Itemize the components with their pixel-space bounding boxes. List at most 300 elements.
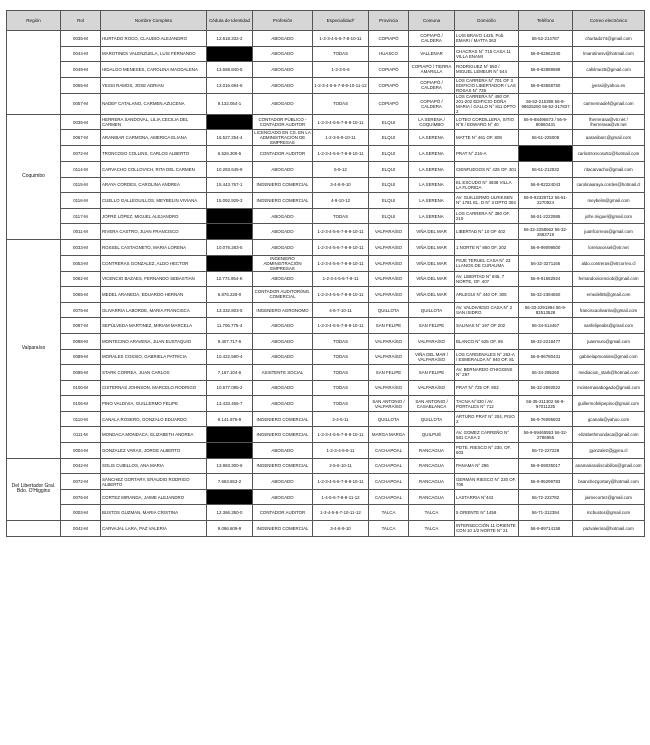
email-cell: meybelin@gmail.com	[573, 193, 645, 209]
name-cell: YESSI RAMOS, JOSE ADRIAN	[101, 77, 207, 93]
table-row	[7, 318, 645, 334]
specialty-cell: TODAS	[313, 365, 369, 381]
rol-cell: 0095-M	[61, 365, 101, 381]
profession-cell: ABOGADO	[253, 474, 313, 490]
commune-cell: QUILLOTA	[409, 302, 455, 318]
province-cell: ELQUI	[369, 193, 409, 209]
phone-cell: 56-32-3271165	[519, 255, 573, 271]
id-cell: 15.092.929-3	[207, 193, 253, 209]
specialty-cell: 1-2-3-4-5-8-11	[313, 443, 369, 459]
table-row	[7, 146, 645, 162]
province-cell: ELQUI	[369, 161, 409, 177]
id-cell: 10.076.283-5	[207, 239, 253, 255]
province-cell: COPIAPÓ	[369, 31, 409, 47]
header-rol: Rol	[61, 11, 101, 31]
name-cell: CANALA ROSERO, GONZALO EDUARDO	[101, 411, 207, 427]
rol-cell: 0072-M	[61, 146, 101, 162]
profession-cell: CONTADOR PÚBLICO - CONTADOR AUDITOR	[253, 114, 313, 130]
table-row	[7, 271, 645, 287]
email-cell: franciscaolivarria@gmail.com	[573, 302, 645, 318]
profession-cell: ABOGADO	[253, 318, 313, 334]
email-cell: lorenarossel@vtr.net	[573, 239, 645, 255]
province-cell: ELQUI	[369, 114, 409, 130]
name-cell: BUSTOS GUZMAN, MARIA CRISTINA	[101, 505, 207, 521]
profession-cell: INGENIERO COMERCIAL	[253, 193, 313, 209]
commune-cell: SAN ANTONIO / CASABLANCA	[409, 396, 455, 412]
name-cell: PINO VALDIVIA, GUILLERMO FELIPE	[101, 396, 207, 412]
name-cell: MAROTINES VALENZUELA, LUIS FERNANDO	[101, 46, 207, 62]
profession-cell: ABOGADO	[253, 161, 313, 177]
specialty-cell: 1-2-3-4-5-6-7-8-9-10-11	[313, 255, 369, 271]
email-cell: jgonzalez@jgyea.cl	[573, 443, 645, 459]
rol-cell: 0076-M	[61, 489, 101, 505]
rol-cell: 0075-M	[61, 302, 101, 318]
table-row	[7, 177, 645, 193]
phone-cell: 56-33-2291994 56-9-82513528	[519, 302, 573, 318]
rol-cell: 0035-M	[61, 31, 101, 47]
redacted-block	[207, 208, 253, 224]
id-cell: 10.283.645-9	[207, 161, 253, 177]
commune-cell: LA SERENA	[409, 161, 455, 177]
specialty-cell: 4-9-10-12	[313, 193, 369, 209]
email-cell: jaimecortez@gmail.com	[573, 489, 645, 505]
table-row	[7, 114, 645, 130]
table-row	[7, 239, 645, 255]
header-domicilio: Domicilio	[455, 11, 519, 31]
table-row	[7, 62, 645, 78]
specialty-cell: 3-4-8-9-10	[313, 177, 369, 193]
email-cell: lherrerasa@vtr.net / lherrerasa@vtr.net	[573, 114, 645, 130]
commune-cell: LA SERENA	[409, 177, 455, 193]
rol-cell: 0042-M	[61, 521, 101, 537]
address-cell: LOS CARDENALES N° 262-A / ESMERALDA N° 940 OF. 81	[455, 349, 519, 365]
id-cell: 6.526.309-5	[207, 146, 253, 162]
commune-cell: VIÑA DEL MAR	[409, 239, 455, 255]
specialty-cell: 1-3-4-5-6-7-10-11-12	[313, 505, 369, 521]
id-cell: 13.332.803-5	[207, 302, 253, 318]
address-cell: EL ESCUDO N° 4938 VILLA LA FLORIDA	[455, 177, 519, 193]
id-cell: 15.443.767-1	[207, 177, 253, 193]
email-cell: anamariasoliscubillos@gmail.com	[573, 458, 645, 474]
name-cell: HIDALGO MENESES, CAROLINA MAGDALENA	[101, 62, 207, 78]
specialty-cell: 4-6-7-10-11	[313, 302, 369, 318]
address-cell: CIENFUEGOS N° 425 OF. 301	[455, 161, 519, 177]
phone-cell: 56-32-2218477	[519, 333, 573, 349]
province-cell: VALPARAÍSO	[369, 349, 409, 365]
profession-cell: ABOGADO	[253, 77, 313, 93]
province-cell: MARGA MARGA	[369, 427, 409, 443]
table-row	[7, 411, 645, 427]
redacted-block	[207, 46, 253, 62]
address-cell: LASTARRIA N°442	[455, 489, 519, 505]
specialty-cell: 1-2-3-4-5-6-7-8-9-10-11	[313, 114, 369, 130]
specialty-cell: 1-4-5-6-7-8-9-11-12	[313, 489, 369, 505]
id-cell: 12.366.350-0	[207, 505, 253, 521]
header-cedula: Cédula de Identidad	[207, 11, 253, 31]
phone-cell: 56-9-96780431	[519, 349, 573, 365]
profession-cell: INGENIERO COMERCIAL	[253, 458, 313, 474]
table-row	[7, 427, 645, 443]
email-cell: carmennadef@gmail.com	[573, 93, 645, 114]
address-cell: AV. GUILLERMO ULRIKSEN N° 1781 EL. D N° 3 DPTO 304	[455, 193, 519, 209]
address-cell: AV. VALDIVIESO CASA N° 2 SAN ISIDRO	[455, 302, 519, 318]
rol-cell: 0116-M	[61, 193, 101, 209]
table-row	[7, 474, 645, 490]
phone-cell: 56-34-514467	[519, 318, 573, 334]
email-cell: carolinaaraya.cordes@hotmail.cl	[573, 177, 645, 193]
profession-cell: ABOGADO	[253, 31, 313, 47]
region-cell	[7, 521, 61, 537]
table-row	[7, 77, 645, 93]
specialty-cell: 2-4-5-11	[313, 411, 369, 427]
name-cell: TRONCOSO COLLINS, CARLOS ALBERTO	[101, 146, 207, 162]
address-cell: 1 NORTE N° 860 OF. 202	[455, 239, 519, 255]
name-cell: ROSSEL CASTAGNETO, MARIA LORENA	[101, 239, 207, 255]
specialty-cell: 1-2-3-5-6	[313, 62, 369, 78]
profession-cell: ABOGADO	[253, 208, 313, 224]
profession-cell: INGENIERO ADMINISTRACIÓN EMPRESAS	[253, 255, 313, 271]
province-cell: COPIAPÓ	[369, 77, 409, 93]
specialty-cell: TODAS	[313, 380, 369, 396]
email-cell: cahilme25@gmail.com	[573, 62, 645, 78]
email-cell: bsanchezgortary@hotmail.com	[573, 474, 645, 490]
commune-cell: LA SERENA	[409, 193, 455, 209]
province-cell: SAN FELIPE	[369, 365, 409, 381]
address-cell: ARTURO PRAT N° 204, PISO 2	[455, 411, 519, 427]
specialty-cell: 5-9-12	[313, 161, 369, 177]
profession-cell: CONTADOR AUDITOR	[253, 505, 313, 521]
address-cell: LOTEO CORDILLERA, SITIO N°8 / EDWARD N° 40	[455, 114, 519, 130]
specialty-cell: TODAS	[313, 396, 369, 412]
email-cell: lmarotinesv@hotmail.com	[573, 46, 645, 62]
profession-cell: ABOGADO	[253, 489, 313, 505]
redacted-block	[207, 427, 253, 443]
table-row	[7, 458, 645, 474]
table-row	[7, 224, 645, 240]
profession-cell: ABOGADO	[253, 396, 313, 412]
header-especialidad: Especialidad*	[313, 11, 369, 31]
email-cell: jyessi@yahoo.es	[573, 77, 645, 93]
table-row	[7, 333, 645, 349]
email-cell: ritacarvacho@gmail.com	[573, 161, 645, 177]
specialty-cell: 1-2-3-4-5-6-7-8-9-10-11	[313, 318, 369, 334]
email-cell: emedel55@gmail.com	[573, 287, 645, 303]
phone-cell: 56-9-91682924	[519, 271, 573, 287]
redacted-block	[519, 146, 573, 162]
rol-cell: 0089-M	[61, 349, 101, 365]
address-cell: GERMÁN RIESCO N° 230 OF. 706	[455, 474, 519, 490]
id-cell: 12.618.332-2	[207, 31, 253, 47]
id-cell: 7.663.653-2	[207, 474, 253, 490]
province-cell: VALPARAÍSO	[369, 224, 409, 240]
region-cell: Del Libertador Gral. Bdo. O'Higgins	[7, 458, 61, 520]
email-cell: fernandovicenciob@gmail.com	[573, 271, 645, 287]
commune-cell: SAN FELIPE	[409, 365, 455, 381]
profession-cell: CONTADOR AUDITOR	[253, 146, 313, 162]
name-cell: VICENCIO BAZAES, FERNANDO SEBASTIAN	[101, 271, 207, 287]
phone-cell: 56-51-2222985	[519, 208, 573, 224]
table-row	[7, 255, 645, 271]
province-cell: QUILLOTA	[369, 411, 409, 427]
table-body	[7, 31, 645, 537]
email-cell: juanmuro@gmail.com	[573, 333, 645, 349]
address-cell: RODRIGUEZ N° 550 / MIGUEL LEMEUR N° 544	[455, 62, 519, 78]
specialty-cell: 2-5-6-10-11	[313, 458, 369, 474]
specialty-cell: 1-2-3-4-5-6-7-8-9-10-11	[313, 427, 369, 443]
province-cell: QUILLOTA	[369, 302, 409, 318]
rol-cell: 0033-M	[61, 239, 101, 255]
phone-cell: 56-32-2258562 56-32-2883719	[519, 224, 573, 240]
name-cell: STARK CORREA, JUAN CARLOS	[101, 365, 207, 381]
rol-cell: 0053-M	[61, 255, 101, 271]
province-cell: SAN FELIPE	[369, 318, 409, 334]
profession-cell: ABOGADO	[253, 333, 313, 349]
address-cell: LOS CARRERA N° 701 OF 3 EDIFICIO LIBERTADOR / LAS ROSAS N° 735	[455, 77, 519, 93]
address-cell: LOS CARRERA N° 490 OF. 201-202 EDIFICIO DOÑA MARIA / GALLO N° 811 DPTO 2	[455, 93, 519, 114]
email-cell: gabrielapmorales@gmail.com	[573, 349, 645, 365]
address-cell: AV. GOMEZ CARREÑO N° 581 CASA 2	[455, 427, 519, 443]
address-cell: AV. LIBERTAD N° 845, 7 NORTE, OF. 407	[455, 271, 519, 287]
commune-cell: LA SERENA	[409, 208, 455, 224]
commune-cell: SAN FELIPE	[409, 318, 455, 334]
mediators-table	[6, 10, 645, 537]
name-cell: GONZALEZ VARAS, JORGE ALBERTO	[101, 443, 207, 459]
phone-cell: 56-9-88496673 / 56-9-80860431	[519, 114, 573, 130]
id-cell: 16.527.254-4	[207, 130, 253, 146]
address-cell: PSJE TERUEL CASA N° 23 LLANOS DE CURAUMA	[455, 255, 519, 271]
address-cell: LIBERTAD N° 10 OF 402	[455, 224, 519, 240]
rol-cell: 0115-M	[61, 177, 101, 193]
table-row	[7, 365, 645, 381]
name-cell: NADEF CATALANO, CARMEN AZUCENA	[101, 93, 207, 114]
phone-cell: 56-51-225008	[519, 130, 573, 146]
email-cell: sanfelipeabs@gmail.com	[573, 318, 645, 334]
name-cell: ARAYA CORDES, CAROLINA ANDREA	[101, 177, 207, 193]
rol-cell: 0110-M	[61, 411, 101, 427]
name-cell: SEPÚLVEDA MARTINEZ, MIRIAM MARCELA	[101, 318, 207, 334]
phone-cell: 56-9-76095503	[519, 411, 573, 427]
id-cell: 13.698.840-5	[207, 62, 253, 78]
phone-cell: 56-9-92329712 56-51-2270924	[519, 193, 573, 209]
name-cell: MONTECINO ARAVENA, JUAN EUSTAQUIO	[101, 333, 207, 349]
province-cell: SAN ANTONIO / VALPARAÍSO	[369, 396, 409, 412]
region-cell	[7, 31, 61, 115]
table-row	[7, 130, 645, 146]
commune-cell: VALLENAR	[409, 46, 455, 62]
redacted-block	[207, 255, 253, 271]
id-cell: 13.983.300-6	[207, 458, 253, 474]
profession-cell: INGENIERO AGRONOMO	[253, 302, 313, 318]
table-row	[7, 489, 645, 505]
rol-cell: 0004-M	[61, 443, 101, 459]
address-cell: PRAT N° 216-A	[455, 146, 519, 162]
profession-cell: INGENIERO COMERCIAL	[253, 177, 313, 193]
address-cell: AV. BERNARDO O'HIGGINS N° 297	[455, 365, 519, 381]
rol-cell: 0065-M	[61, 287, 101, 303]
name-cell: RIVERA CASTRO, JUAN FRANCISCO	[101, 224, 207, 240]
commune-cell: COPIAPÓ / TIERRA AMARILLA	[409, 62, 455, 78]
redacted-block	[207, 443, 253, 459]
rol-cell: 0114-M	[61, 161, 101, 177]
id-cell: 11.706.775-4	[207, 318, 253, 334]
rol-cell: 0072-M	[61, 474, 101, 490]
commune-cell: RANCAGUA	[409, 474, 455, 490]
profession-cell: ABOGADO	[253, 271, 313, 287]
province-cell: CACHAPOAL	[369, 443, 409, 459]
phone-cell: 56-34-295260	[519, 365, 573, 381]
commune-cell: TALCA	[409, 521, 455, 537]
address-cell: 5 ORIENTE N° 1459	[455, 505, 519, 521]
name-cell: SÁNCHEZ GORTARY, ERAUDIO RODRIGO ALBERTO	[101, 474, 207, 490]
header-region: Región	[7, 11, 61, 31]
redacted-block	[207, 224, 253, 240]
commune-cell: RANCAGUA	[409, 458, 455, 474]
phone-cell: 56-32-2394650	[519, 287, 573, 303]
province-cell: VALPARAÍSO	[369, 271, 409, 287]
table-row	[7, 31, 645, 47]
province-cell: VALPARAÍSO	[369, 287, 409, 303]
rol-cell: 0087-M	[61, 318, 101, 334]
table-row	[7, 505, 645, 521]
specialty-cell: 1-2-3-4-5-6-7-8-9-10-11	[313, 224, 369, 240]
table-row	[7, 193, 645, 209]
email-cell: gcanala@yahoo.com	[573, 411, 645, 427]
address-cell: LOS CARRERA N° 380 OF. 210	[455, 208, 519, 224]
phone-cell: 56-71-312394	[519, 505, 573, 521]
commune-cell: LA SERENA	[409, 146, 455, 162]
province-cell: ELQUI	[369, 146, 409, 162]
specialty-cell: 1-2-3-4-5-6-7-8-9-10-11-12	[313, 77, 369, 93]
phone-cell: 56-9-59035017	[519, 458, 573, 474]
redacted-block	[207, 114, 253, 130]
header-telefono: Teléfono	[519, 11, 573, 31]
name-cell: HERRERA SANDOVAL, LILIA CECILIA DEL CARMEN	[101, 114, 207, 130]
header-correo: Correo electrónico	[573, 11, 645, 31]
table-row	[7, 380, 645, 396]
rol-cell: 0055-M	[61, 77, 101, 93]
id-cell: 9.407.717-6	[207, 333, 253, 349]
phone-cell: 56-51-212532	[519, 161, 573, 177]
table-row	[7, 161, 645, 177]
commune-cell: RANCAGUA	[409, 489, 455, 505]
phone-cell: 56-9-52662340	[519, 46, 573, 62]
province-cell: VALPARAÍSO	[369, 255, 409, 271]
address-cell: SALINAS N° 197 OF 202	[455, 318, 519, 334]
table-row	[7, 208, 645, 224]
phone-cell: 56-35-211302 56-9-97011225	[519, 396, 573, 412]
profession-cell: CONTADOR AUDITOR/ING. COMERCIAL	[253, 287, 313, 303]
rol-cell: 0067-M	[61, 130, 101, 146]
rol-cell: 0117-M	[61, 208, 101, 224]
table-row	[7, 396, 645, 412]
phone-cell: 56-52-214787	[519, 31, 573, 47]
specialty-cell: TODAS	[313, 349, 369, 365]
address-cell: BLANCO N° 625 OF. 86	[455, 333, 519, 349]
rol-cell: 0057-M	[61, 93, 101, 114]
id-cell: 9.096.609-9	[207, 521, 253, 537]
profession-cell: ABOGADO	[253, 62, 313, 78]
address-cell: ARLEGUI N° 440 OF. 305	[455, 287, 519, 303]
rol-cell: 0003-M	[61, 505, 101, 521]
name-cell: CARVAJAL LARA, PAZ VALERIA	[101, 521, 207, 537]
province-cell: ELQUI	[369, 177, 409, 193]
province-cell: COPIAPÓ	[369, 93, 409, 114]
address-cell: PDTE. RIESCO N° 230, OF. 603	[455, 443, 519, 459]
email-cell: juanfcorreos@gmail.com	[573, 224, 645, 240]
table-row	[7, 93, 645, 114]
email-cell: guillermofelipepino@gmail.com	[573, 396, 645, 412]
rol-cell: 0042-M	[61, 458, 101, 474]
profession-cell: ABOGADO	[253, 239, 313, 255]
rol-cell: 0035-M	[61, 114, 101, 130]
phone-cell: 56-52-215398 56-9-98625250 56-52-317837	[519, 93, 573, 114]
province-cell: TALCA	[369, 521, 409, 537]
commune-cell: LA SERENA	[409, 130, 455, 146]
commune-cell: VIÑA DEL MAR / VALPARAÍSO	[409, 349, 455, 365]
specialty-cell: 3-4-8-9-10	[313, 521, 369, 537]
email-cell: mcisternasabogado@gmail.com	[573, 380, 645, 396]
email-cell: aaranibarc@gmail.com	[573, 130, 645, 146]
table-row	[7, 46, 645, 62]
commune-cell: VIÑA DEL MAR	[409, 287, 455, 303]
profession-cell: ASISTENTE SOCIAL	[253, 365, 313, 381]
rol-cell: 0011-M	[61, 224, 101, 240]
id-cell: 13.433.465-7	[207, 396, 253, 412]
province-cell: VALPARAÍSO	[369, 239, 409, 255]
province-cell: TALCA	[369, 505, 409, 521]
commune-cell: VIÑA DEL MAR	[409, 255, 455, 271]
header-comuna: Comuna	[409, 11, 455, 31]
email-cell: pazvalerina@hotmail.com	[573, 521, 645, 537]
header-provincia: Provincia	[369, 11, 409, 31]
province-cell: CACHAPOAL	[369, 458, 409, 474]
address-cell: PANAMA N° 296	[455, 458, 519, 474]
id-cell: 10.677.085-2	[207, 380, 253, 396]
redacted-block	[207, 489, 253, 505]
phone-cell: 56-32-2592522	[519, 380, 573, 396]
profession-cell: ABOGADO	[253, 349, 313, 365]
name-cell: CARVACHO COLLOVICH, RITA DEL CARMEN	[101, 161, 207, 177]
phone-cell: 56-72-222782	[519, 489, 573, 505]
phone-cell: 56-9-82889988	[519, 62, 573, 78]
province-cell: ELQUI	[369, 208, 409, 224]
profession-cell: ABOGADO	[253, 380, 313, 396]
table-row	[7, 287, 645, 303]
commune-cell: COPIAPÓ / CALDERA	[409, 31, 455, 47]
region-cell: Valparaíso	[7, 239, 61, 458]
id-cell: 9.132.054-1	[207, 93, 253, 114]
email-cell: aldo.contreras@vtrcorreo.cl	[573, 255, 645, 271]
specialty-cell: TODAS	[313, 46, 369, 62]
commune-cell: COPIAPÓ / CALDERA	[409, 77, 455, 93]
province-cell: VALPARAÍSO	[369, 380, 409, 396]
rol-cell: 0049-M	[61, 62, 101, 78]
province-cell: HUASCO	[369, 46, 409, 62]
address-cell: TACNA N°430 / AV. PORTALES N° 712	[455, 396, 519, 412]
phone-cell: 56-9-99099500	[519, 239, 573, 255]
commune-cell: VIÑA DEL MAR	[409, 224, 455, 240]
name-cell: CORTEZ MIRANDA, JAIME ALEJANDRO	[101, 489, 207, 505]
province-cell: CACHAPOAL	[369, 489, 409, 505]
address-cell: INTERSECCIÓN 11 ORIENTE CON 10 1/2 NORTE N° 21	[455, 521, 519, 537]
id-cell: 6.876.228-0	[207, 287, 253, 303]
phone-cell: 56-9-95299783	[519, 474, 573, 490]
id-cell: 9.141.976-9	[207, 411, 253, 427]
province-cell: ELQUI	[369, 130, 409, 146]
name-cell: JOFRÉ LÓPEZ, MIGUEL ALEJANDRO	[101, 208, 207, 224]
table-row	[7, 302, 645, 318]
commune-cell: LA SERENA / COQUIMBO	[409, 114, 455, 130]
